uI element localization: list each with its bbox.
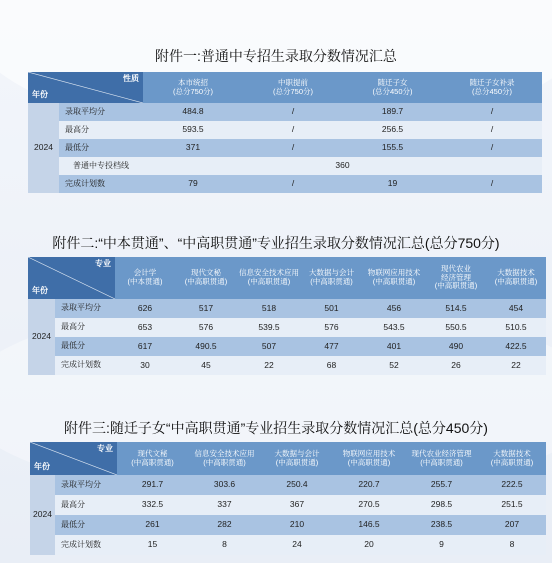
year-cell: 2024 bbox=[30, 475, 55, 555]
table2-title: 附件二:“中本贯通”、“中高职贯通”专业招生录取分数情况汇总(总分750分) bbox=[52, 235, 500, 251]
table-row bbox=[28, 157, 542, 175]
table-cell: 22 bbox=[237, 356, 301, 375]
table-cell: / bbox=[243, 139, 343, 157]
row-label: 最高分 bbox=[59, 121, 143, 139]
table-cell: 220.7 bbox=[333, 475, 405, 495]
corner-label-major: 专业 bbox=[97, 444, 113, 453]
table-cell: 456 bbox=[362, 299, 426, 318]
table-cell: 401 bbox=[362, 337, 426, 356]
table-cell: 543.5 bbox=[362, 318, 426, 337]
corner-label-year: 年份 bbox=[32, 286, 48, 296]
table-cell: 189.7 bbox=[343, 103, 442, 121]
table-cell: 518 bbox=[237, 299, 301, 318]
column-header: 物联网应用技术 (中高职贯通) bbox=[333, 442, 405, 475]
table-cell: 303.6 bbox=[188, 475, 261, 495]
table-cell: 291.7 bbox=[117, 475, 188, 495]
table-cell: / bbox=[243, 103, 343, 121]
table-cell: / bbox=[442, 139, 542, 157]
column-header: 随迁子女补录 (总分450分) bbox=[442, 72, 542, 103]
table-cell: 26 bbox=[426, 356, 486, 375]
table-cell: 15 bbox=[117, 535, 188, 555]
corner-label-property: 性质 bbox=[123, 74, 139, 83]
corner-label-year: 年份 bbox=[34, 462, 50, 472]
table-cell: 52 bbox=[362, 356, 426, 375]
table1-title: 附件一:普通中专招生录取分数情况汇总 bbox=[155, 48, 397, 64]
column-header: 会计学 (中本贯通) bbox=[115, 257, 175, 299]
table-cell: 367 bbox=[261, 495, 333, 515]
column-header: 现代农业 经济管理 (中高职贯通) bbox=[426, 257, 486, 299]
column-header: 信息安全技术应用 (中高职贯通) bbox=[237, 257, 301, 299]
table-cell: 222.5 bbox=[478, 475, 546, 495]
row-label: 最高分 bbox=[55, 495, 117, 515]
table-cell: 454 bbox=[486, 299, 546, 318]
table-row bbox=[28, 299, 546, 318]
row-label: 完成计划数 bbox=[55, 356, 115, 375]
table-row bbox=[28, 175, 542, 193]
table-cell: / bbox=[442, 175, 542, 193]
column-header: 现代文秘 (中高职贯通) bbox=[175, 257, 237, 299]
table-cell: 207 bbox=[478, 515, 546, 535]
column-header: 大数据技术 (中高职贯通) bbox=[478, 442, 546, 475]
table-row bbox=[28, 121, 542, 139]
year-cell: 2024 bbox=[28, 299, 55, 375]
table-cell: 19 bbox=[343, 175, 442, 193]
row-label: 完成计划数 bbox=[55, 535, 117, 555]
table-cell: 371 bbox=[143, 139, 243, 157]
table-cell: 251.5 bbox=[478, 495, 546, 515]
table-cell: 45 bbox=[175, 356, 237, 375]
table-cell: 68 bbox=[301, 356, 362, 375]
table-cell: 576 bbox=[175, 318, 237, 337]
column-header: 大数据与会计 (中高职贯通) bbox=[261, 442, 333, 475]
column-header: 信息安全技术应用 (中高职贯通) bbox=[188, 442, 261, 475]
table-cell: 9 bbox=[405, 535, 478, 555]
table-cell: 507 bbox=[237, 337, 301, 356]
table-cell: 484.8 bbox=[143, 103, 243, 121]
table-cell: 261 bbox=[117, 515, 188, 535]
table-cell: 477 bbox=[301, 337, 362, 356]
table-cell: 332.5 bbox=[117, 495, 188, 515]
row-label: 最高分 bbox=[55, 318, 115, 337]
row-label: 完成计划数 bbox=[59, 175, 143, 193]
row-label: 最低分 bbox=[55, 337, 115, 356]
table-cell: 256.5 bbox=[343, 121, 442, 139]
table3 bbox=[30, 442, 546, 555]
table-cell: 250.4 bbox=[261, 475, 333, 495]
table-cell: 337 bbox=[188, 495, 261, 515]
table-cell: 550.5 bbox=[426, 318, 486, 337]
table2-corner-header bbox=[28, 257, 115, 299]
table-row bbox=[28, 139, 542, 157]
table-cell: 576 bbox=[301, 318, 362, 337]
table-cell: 22 bbox=[486, 356, 546, 375]
table-cell: 30 bbox=[115, 356, 175, 375]
table-cell: 617 bbox=[115, 337, 175, 356]
table3-corner-header bbox=[30, 442, 117, 475]
table-cell: 490 bbox=[426, 337, 486, 356]
table-cell: 517 bbox=[175, 299, 237, 318]
table-cell: / bbox=[243, 121, 343, 139]
table-cell: 360 bbox=[143, 157, 542, 175]
table-cell: / bbox=[442, 121, 542, 139]
table-cell: 653 bbox=[115, 318, 175, 337]
corner-label-year: 年份 bbox=[32, 90, 48, 100]
table1-corner-header bbox=[28, 72, 143, 103]
table-row bbox=[30, 495, 546, 515]
table-cell: 8 bbox=[188, 535, 261, 555]
table-cell: 282 bbox=[188, 515, 261, 535]
column-header: 随迁子女 (总分450分) bbox=[343, 72, 442, 103]
table-row bbox=[28, 337, 546, 356]
table-cell: 238.5 bbox=[405, 515, 478, 535]
table-row bbox=[28, 318, 546, 337]
table1 bbox=[28, 72, 542, 193]
year-cell: 2024 bbox=[28, 103, 59, 193]
table-cell: 514.5 bbox=[426, 299, 486, 318]
table-cell: / bbox=[243, 175, 343, 193]
table-cell: 79 bbox=[143, 175, 243, 193]
table-cell: 298.5 bbox=[405, 495, 478, 515]
table-cell: 24 bbox=[261, 535, 333, 555]
table-cell: 490.5 bbox=[175, 337, 237, 356]
table-cell: 626 bbox=[115, 299, 175, 318]
table-cell: 501 bbox=[301, 299, 362, 318]
table-row bbox=[30, 475, 546, 495]
column-header: 中职提前 (总分750分) bbox=[243, 72, 343, 103]
corner-label-major: 专业 bbox=[95, 259, 111, 268]
row-label: 最低分 bbox=[59, 139, 143, 157]
table-row bbox=[30, 515, 546, 535]
table-cell: 510.5 bbox=[486, 318, 546, 337]
row-label: 录取平均分 bbox=[55, 475, 117, 495]
column-header: 本市统招 (总分750分) bbox=[143, 72, 243, 103]
column-header: 大数据技术 (中高职贯通) bbox=[486, 257, 546, 299]
row-label: 最低分 bbox=[55, 515, 117, 535]
table-row bbox=[28, 356, 546, 375]
table-row bbox=[30, 535, 546, 555]
table-cell: 270.5 bbox=[333, 495, 405, 515]
row-label: 录取平均分 bbox=[59, 103, 143, 121]
table-cell: 539.5 bbox=[237, 318, 301, 337]
table-cell: 155.5 bbox=[343, 139, 442, 157]
table-cell: 146.5 bbox=[333, 515, 405, 535]
table-row bbox=[28, 103, 542, 121]
table-cell: / bbox=[442, 103, 542, 121]
column-header: 物联网应用技术 (中高职贯通) bbox=[362, 257, 426, 299]
table-cell: 255.7 bbox=[405, 475, 478, 495]
table-cell: 422.5 bbox=[486, 337, 546, 356]
table3-title: 附件三:随迁子女“中高职贯通”专业招生录取分数情况汇总(总分450分) bbox=[64, 420, 488, 436]
table2 bbox=[28, 257, 546, 375]
column-header: 大数据与会计 (中高职贯通) bbox=[301, 257, 362, 299]
row-label: 录取平均分 bbox=[55, 299, 115, 318]
column-header: 现代农业经济管理 (中高职贯通) bbox=[405, 442, 478, 475]
table-cell: 210 bbox=[261, 515, 333, 535]
table-cell: 593.5 bbox=[143, 121, 243, 139]
row-label: 普通中专投档线 bbox=[59, 157, 143, 175]
table-cell: 8 bbox=[478, 535, 546, 555]
column-header: 现代文秘 (中高职贯通) bbox=[117, 442, 188, 475]
table-cell: 20 bbox=[333, 535, 405, 555]
